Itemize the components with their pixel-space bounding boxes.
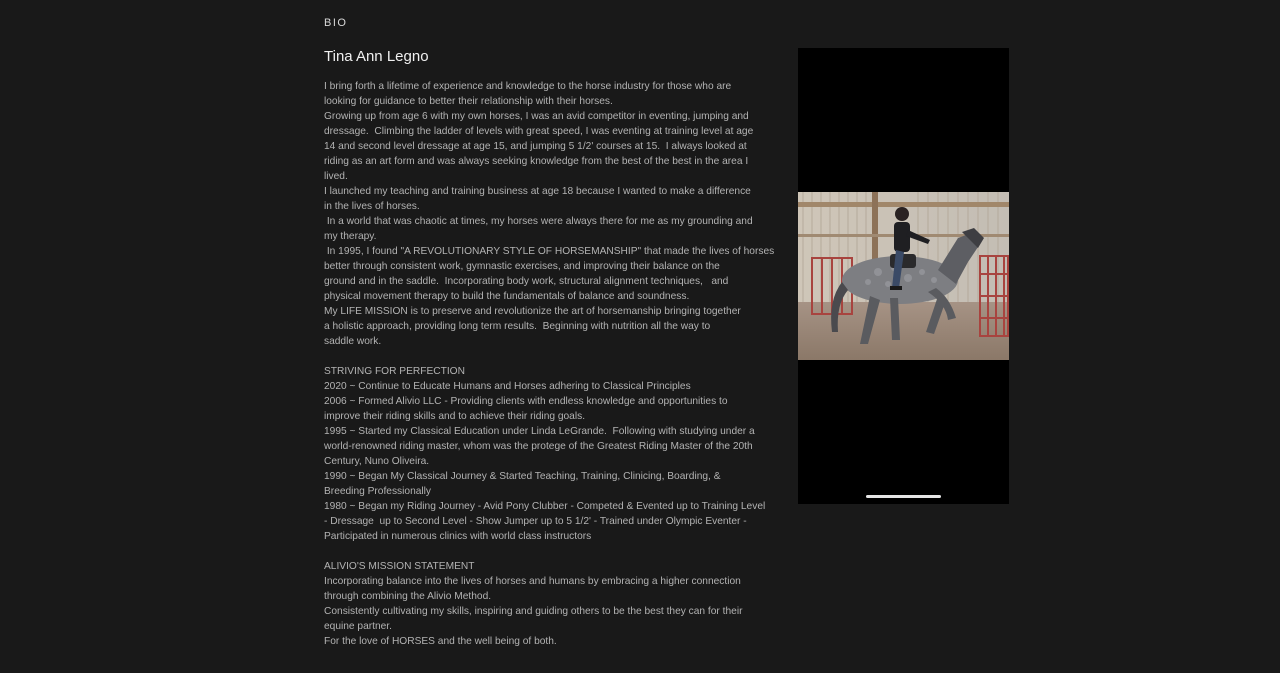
bio-line: lived. xyxy=(324,171,348,182)
bio-line: better through consistent work, gymnastic exercises, and improving their balance on the xyxy=(324,261,720,272)
mission-line: For the love of HORSES and the well being of both. xyxy=(324,636,557,647)
bio-line: In a world that was chaotic at times, my horses were always there for me as my grounding and xyxy=(324,216,753,227)
timeline-line: 2020 ~ Continue to Educate Humans and Horses adhering to Classical Principles xyxy=(324,381,691,392)
timeline-line: improve their riding skills and to achieve their riding goals. xyxy=(324,411,586,422)
timeline-line: - Dressage up to Second Level - Show Jumper up to 5 1/2' - Trained under Olympic Eventer - xyxy=(324,516,747,527)
timeline-line: Participated in numerous clinics with world class instructors xyxy=(324,531,592,542)
bio-line: dressage. Climbing the ladder of levels with great speed, I was eventing at training level at age xyxy=(324,126,754,137)
timeline-line: Breeding Professionally xyxy=(324,486,432,497)
mission-line: Incorporating balance into the lives of horses and humans by embracing a higher connection xyxy=(324,576,741,587)
timeline-line: 2006 ~ Formed Alivio LLC - Providing clients with endless knowledge and opportunities to xyxy=(324,396,728,407)
bio-line: I launched my teaching and training business at age 18 because I wanted to make a difference xyxy=(324,186,751,197)
timeline-line: world-renowned riding master, whom was the protege of the Greatest Riding Master of the 20th xyxy=(324,441,753,452)
bio-line: saddle work. xyxy=(324,336,382,347)
timeline-line: 1990 ~ Began My Classical Journey & Started Teaching, Training, Clinicing, Boarding, & xyxy=(324,471,721,482)
bio-line: My LIFE MISSION is to preserve and revolutionize the art of horsemanship bringing together xyxy=(324,306,741,317)
paragraph-gap xyxy=(324,544,774,559)
timeline-line: 1995 ~ Started my Classical Education under Linda LeGrande. Following with studying under a xyxy=(324,426,755,437)
mission-heading: ALIVIO'S MISSION STATEMENT xyxy=(324,561,475,572)
video-scrub-bar[interactable] xyxy=(866,495,941,498)
bio-line: In 1995, I found "A REVOLUTIONARY STYLE OF HORSEMANSHIP" that made the lives of horses xyxy=(324,246,774,257)
bio-line: Growing up from age 6 with my own horses, I was an avid competitor in eventing, jumping and xyxy=(324,111,749,122)
mission-line: through combining the Alivio Method. xyxy=(324,591,492,602)
bio-line: I bring forth a lifetime of experience and knowledge to the horse industry for those who are xyxy=(324,81,732,92)
mission-line: Consistently cultivating my skills, inspiring and guiding others to be the best they can for their xyxy=(324,606,743,617)
bio-line: riding as an art form and was always seeking knowledge from the best of the best in the area I xyxy=(324,156,749,167)
paragraph-gap xyxy=(324,349,774,364)
bio-line: physical movement therapy to build the fundamentals of balance and soundness. xyxy=(324,291,690,302)
bio-line: 14 and second level dressage at age 15, and jumping 5 1/2' courses at 15. I always looked at xyxy=(324,141,747,152)
mission-line: equine partner. xyxy=(324,621,392,632)
bio-line: my therapy. xyxy=(324,231,377,242)
bio-line: ground and in the saddle. Incorporating body work, structural alignment techniques, and xyxy=(324,276,729,287)
page-title: Tina Ann Legno xyxy=(324,48,429,65)
bio-line: looking for guidance to better their relationship with their horses. xyxy=(324,96,613,107)
section-label: BIO xyxy=(324,17,348,29)
bio-line: in the lives of horses. xyxy=(324,201,420,212)
timeline-line: Century, Nuno Oliveira. xyxy=(324,456,430,467)
bio-line: a holistic approach, providing long term results. Beginning with nutrition all the way to xyxy=(324,321,711,332)
horse-rider-photo[interactable] xyxy=(798,192,1009,360)
horse-rider-photo-icon xyxy=(798,192,1009,360)
video-player[interactable] xyxy=(798,48,1009,504)
timeline-heading: STRIVING FOR PERFECTION xyxy=(324,366,465,377)
timeline-line: 1980 ~ Began my Riding Journey - Avid Pony Clubber - Competed & Evented up to Training Level xyxy=(324,501,766,512)
bio-text xyxy=(324,79,774,649)
